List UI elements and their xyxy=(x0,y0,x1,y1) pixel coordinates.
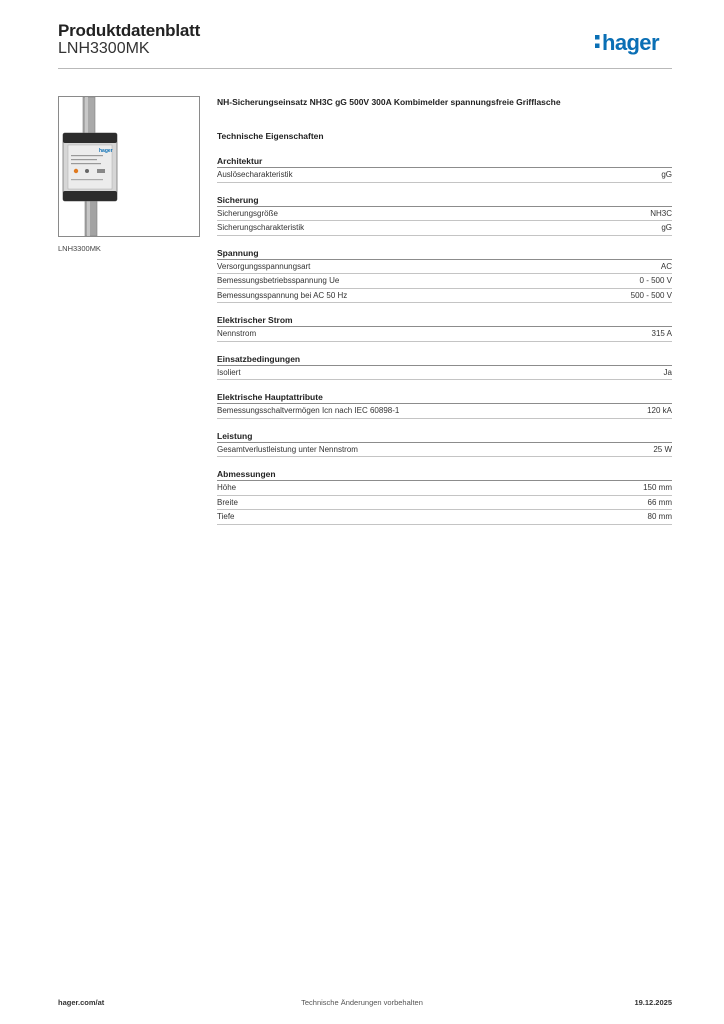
section-title: Sicherung xyxy=(217,194,672,207)
product-details xyxy=(217,96,672,525)
section-title: Elektrische Hauptattribute xyxy=(217,391,672,404)
property-value: Ja xyxy=(663,367,672,377)
property-section xyxy=(217,468,672,525)
property-label: Auslösecharakteristik xyxy=(217,170,293,179)
property-row xyxy=(217,404,672,419)
property-label: Bemessungsbetriebsspannung Ue xyxy=(217,276,340,285)
property-row xyxy=(217,510,672,525)
property-section xyxy=(217,314,672,342)
property-value: 500 - 500 V xyxy=(630,290,672,300)
property-section xyxy=(217,391,672,419)
hager-logo[interactable] xyxy=(594,28,674,56)
property-sections xyxy=(217,155,672,525)
property-row xyxy=(217,496,672,511)
indicator-light xyxy=(74,169,78,173)
section-title: Spannung xyxy=(217,247,672,260)
section-title: Leistung xyxy=(217,430,672,443)
property-row xyxy=(217,366,672,381)
property-section xyxy=(217,353,672,381)
page-title: Produktdatenblatt xyxy=(58,21,201,40)
property-row xyxy=(217,207,672,222)
property-value: gG xyxy=(661,223,672,232)
property-row xyxy=(217,327,672,342)
property-row xyxy=(217,289,672,304)
image-caption: LNH3300MK xyxy=(58,244,101,253)
tech-properties-heading: Technische Eigenschaften xyxy=(217,131,324,141)
property-value: 25 W xyxy=(653,444,672,454)
property-value: 66 mm xyxy=(647,497,672,507)
property-label: Höhe xyxy=(217,483,237,492)
property-label: Sicherungscharakteristik xyxy=(217,223,305,232)
section-title: Elektrischer Strom xyxy=(217,314,672,327)
property-value: AC xyxy=(660,261,672,271)
product-description: NH-Sicherungseinsatz NH3C gG 500V 300A Kombimelder spannungsfreie Grifflasche xyxy=(217,97,561,107)
property-value: gG xyxy=(661,170,672,179)
property-value: 150 mm xyxy=(643,483,672,492)
product-image-frame xyxy=(58,96,200,237)
property-label: Bemessungsspannung bei AC 50 Hz xyxy=(217,290,348,300)
property-value: 0 - 500 V xyxy=(639,276,672,285)
property-row xyxy=(217,274,672,289)
property-value: 80 mm xyxy=(647,512,672,521)
property-row xyxy=(217,443,672,458)
product-code: LNH3300MK xyxy=(58,40,150,57)
property-row xyxy=(217,221,672,236)
property-label: Nennstrom xyxy=(217,329,257,338)
property-section xyxy=(217,194,672,236)
property-label: Tiefe xyxy=(217,512,235,521)
property-section xyxy=(217,155,672,183)
property-label: Gesamtverlustleistung unter Nennstrom xyxy=(217,444,358,454)
property-label: Versorgungsspannungsart xyxy=(217,261,311,271)
footer-disclaimer: Technische Änderungen vorbehalten xyxy=(301,998,423,1007)
fuse-label-logo: hager xyxy=(99,148,113,154)
property-label: Breite xyxy=(217,497,238,507)
fuse-image xyxy=(59,97,199,236)
property-label: Sicherungsgröße xyxy=(217,208,278,218)
property-row xyxy=(217,260,672,275)
footer-website[interactable]: hager.com/at xyxy=(58,998,105,1007)
header-divider xyxy=(58,68,672,69)
property-section xyxy=(217,247,672,304)
section-title: Einsatzbedingungen xyxy=(217,353,672,366)
property-row xyxy=(217,168,672,183)
property-section xyxy=(217,430,672,458)
property-label: Isoliert xyxy=(217,367,241,377)
property-value: 315 A xyxy=(651,329,672,338)
property-value: NH3C xyxy=(650,208,672,218)
logo-text: hager xyxy=(602,30,659,55)
section-title: Architektur xyxy=(217,155,672,168)
footer-date: 19.12.2025 xyxy=(634,998,672,1007)
property-label: Bemessungsschaltvermögen Icn nach IEC 60898-1 xyxy=(217,406,400,415)
property-value: 120 kA xyxy=(647,406,672,415)
section-title: Abmessungen xyxy=(217,468,672,481)
property-row xyxy=(217,481,672,496)
